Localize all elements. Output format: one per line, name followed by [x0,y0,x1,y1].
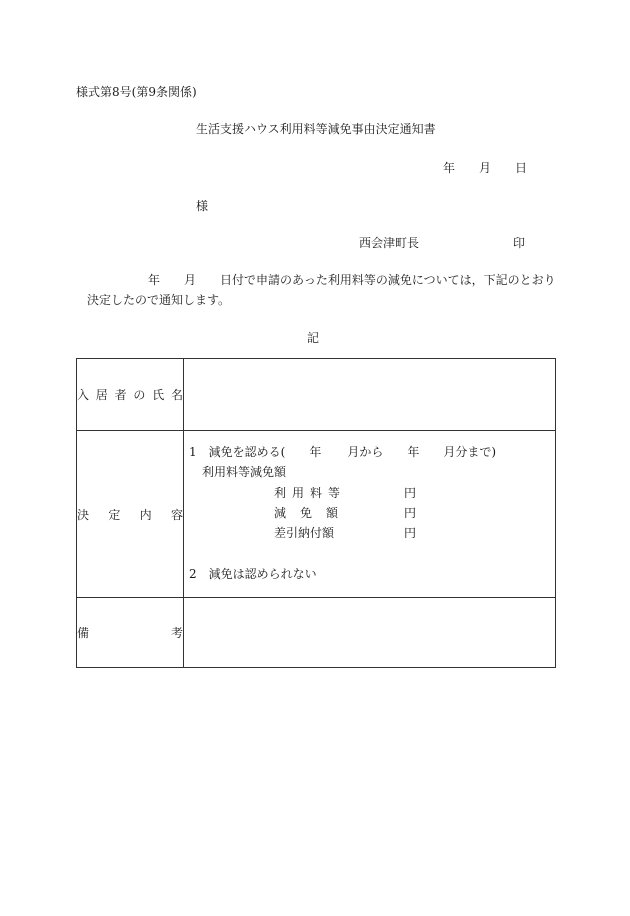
issuer-seal: 印 [513,236,526,250]
label-remarks [77,598,184,668]
resident-name-value[interactable] [184,359,556,431]
date-day: 日 [515,161,528,175]
amount-row-reduction [274,505,416,521]
label-char: 備 [77,626,90,640]
amount-unit: 円 [404,526,417,540]
item-1-year-from: 年 [309,445,322,459]
table-row-remarks [77,598,556,668]
label-char: 決 [77,507,90,522]
date-line [443,160,527,176]
amount-label: 利用料等 [274,486,347,500]
amount-label: 減免額 [274,506,353,520]
label-char: 容 [170,507,183,522]
amount-unit: 円 [404,486,417,500]
decision-content-cell [184,431,556,598]
date-month: 月 [479,161,492,175]
label-resident-name [77,359,184,431]
amount-label: 差引納付額 [274,526,335,540]
ki-label: 記 [307,331,320,345]
label-char: 入 [77,388,90,402]
decision-table [76,358,556,668]
document-title: 生活支援ハウス利用料等減免事由決定通知書 [196,122,436,136]
item-1-month-from: 月から [347,445,384,459]
body-year: 年 [148,273,161,287]
label-char: 者 [114,388,127,402]
body-month: 月 [184,273,197,287]
date-year: 年 [443,161,456,175]
sub-heading: 利用料等減免額 [202,465,287,479]
label-char: 氏 [152,388,165,402]
amount-unit: 円 [404,506,417,520]
body-line-1-rest: 日付で申請のあった利用料等の減免については，下記のとおり [220,273,556,287]
addressee-honorific: 様 [196,199,209,213]
item-1-approve: 1 減免を認める( [189,445,286,459]
body-line-1 [148,272,556,288]
form-number: 様式第8号(第9条関係) [76,85,197,99]
label-char: 内 [139,507,152,522]
label-char: の [133,388,146,402]
table-row-decision [77,431,556,598]
item-1-year-to: 年 [407,445,420,459]
label-decision-content [77,431,184,598]
remarks-value[interactable] [184,598,556,668]
item-1-line [189,444,496,460]
label-char: 考 [170,626,183,640]
table-row-resident-name [77,359,556,431]
item-1-month-to: 月分まで) [443,445,497,459]
label-char: 定 [108,507,121,522]
body-line-2: 決定したので通知します。 [87,293,231,307]
amount-row-net-payment [274,525,416,541]
issuer-name: 西会津町長 [359,236,420,250]
label-char: 名 [170,388,183,402]
item-2-line: 2 減免は認められない [189,567,317,581]
amount-row-fee [274,485,416,501]
label-char: 居 [95,388,108,402]
